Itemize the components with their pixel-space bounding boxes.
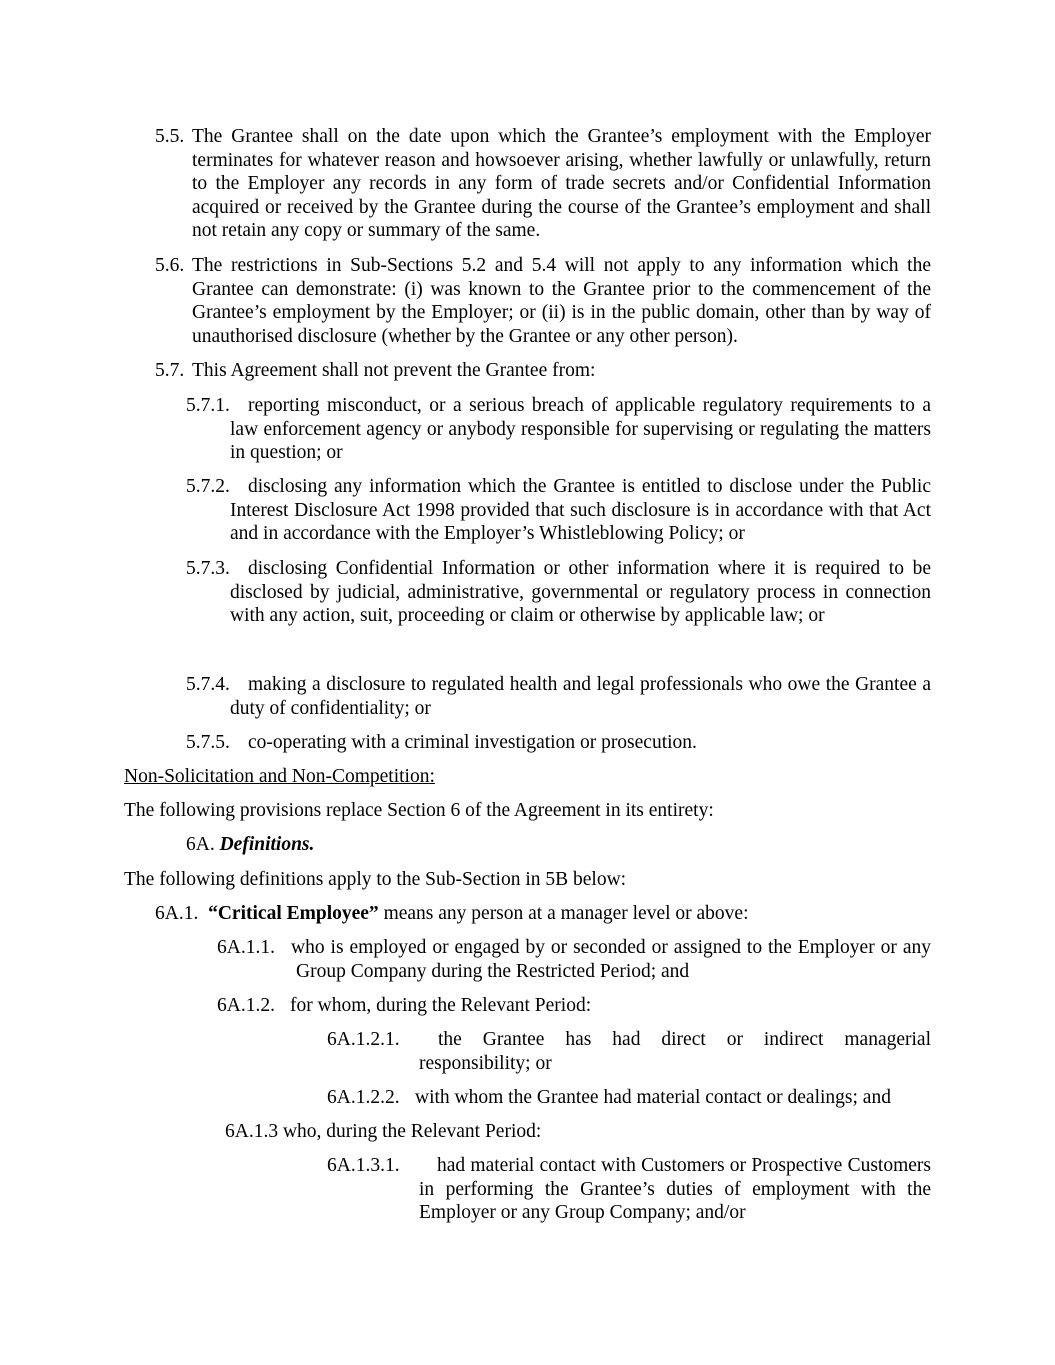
clause-number: 5.7. (155, 360, 185, 381)
clause-number: 6A.1.3.1. (327, 1155, 400, 1176)
clause-text: reporting misconduct, or a serious breach of applicable regulatory requirements to a law enforcement agency or anybody responsible for supervising or regulating the matters in question; or (230, 395, 931, 463)
clause-text: who, during the Relevant Period: (282, 1121, 542, 1142)
clause-5-7-1 (186, 394, 931, 465)
clause-5-5 (155, 125, 931, 243)
clause-text: who is employed or engaged by or seconded or assigned to the Employer or any Group Company during the Restricted Period; and (291, 937, 931, 982)
clause-6A-1-2-1 (327, 1028, 931, 1075)
clause-number: 6A.1.1. (217, 937, 275, 958)
clause-text: making a disclosure to regulated health and legal professionals who owe the Grantee a duty of confidentiality; or (230, 674, 931, 719)
clause-6A-1-3 (225, 1120, 931, 1144)
section-heading (124, 765, 931, 789)
clause-text: had material contact with Customers or Prospective Customers in performing the Grantee’s duties of employment with the Employer or any Group Company; and/or (419, 1155, 931, 1223)
clause-text: for whom, during the Relevant Period: (290, 995, 592, 1016)
clause-number: 6A.1.2.2. (327, 1087, 400, 1108)
clause-6A-1-1 (217, 936, 931, 983)
replace-statement (124, 799, 931, 823)
clause-number: 5.6. (155, 255, 185, 276)
clause-5-7-3 (186, 557, 931, 628)
clause-number: 5.5. (155, 126, 185, 147)
clause-5-7-4 (186, 673, 931, 720)
clause-number: 5.7.3. (186, 558, 230, 579)
clause-text: This Agreement shall not prevent the Grantee from: (192, 360, 596, 381)
clause-text: disclosing Confidential Information or other information where it is required to be disclosed by judicial, administrative, governmental or regulatory process in connection with any action, suit, proceeding or claim or otherwise by applicable law; or (230, 558, 931, 626)
clause-number: 6A.1.3 (225, 1121, 279, 1142)
clause-5-7 (155, 359, 931, 383)
clause-6A-1-2-2 (327, 1086, 931, 1110)
definitions-intro-text: The following definitions apply to the Sub-Section in 5B below: (124, 869, 627, 890)
clause-number: 6A.1. (155, 903, 199, 924)
clause-5-7-2 (186, 475, 931, 546)
replace-text: The following provisions replace Section 6 of the Agreement in its entirety: (124, 800, 714, 821)
clause-number: 5.7.2. (186, 476, 230, 497)
definitions-intro (124, 868, 931, 892)
clause-6A (186, 833, 931, 857)
clause-text: co-operating with a criminal investigation or prosecution. (248, 732, 697, 753)
clause-5-7-5 (186, 731, 931, 755)
clause-text: The Grantee shall on the date upon which the Grantee’s employment with the Employer terminates for whatever reason and howsoever arising, whether lawfully or unlawfully, return to the Employer any records in any form of trade secrets and/or Confidential Information acquired or received by the Grantee during the course of the Grantee’s employment and shall not retain any copy or summary of the same. (192, 126, 931, 241)
heading-text: Non-Solicitation and Non-Competition: (124, 766, 435, 787)
clause-number: 5.7.4. (186, 674, 230, 695)
clause-title: Definitions. (219, 834, 315, 855)
clause-number: 5.7.1. (186, 395, 230, 416)
clause-text: the Grantee has had direct or indirect managerial responsibility; or (419, 1029, 931, 1074)
clause-6A-1 (155, 902, 931, 926)
clause-text: The restrictions in Sub-Sections 5.2 and 5.4 will not apply to any information which the Grantee can demonstrate: (i) was known to the Grantee prior to the commencement of the Grantee’s employment by the Employer; or (ii) is in the public domain, other than by way of unauthorised disclosure (whether by the Grantee or any other person). (192, 255, 931, 347)
clause-text: with whom the Grantee had material contact or dealings; and (415, 1087, 891, 1108)
clause-number: 6A.1.2.1. (327, 1029, 400, 1050)
clause-6A-1-3-1 (327, 1154, 931, 1225)
clause-6A-1-2 (217, 994, 931, 1018)
defined-term: “Critical Employee” (208, 903, 379, 924)
clause-number: 6A.1.2. (217, 995, 275, 1016)
clause-text: means any person at a manager level or above: (383, 903, 749, 924)
clause-number: 5.7.5. (186, 732, 230, 753)
clause-5-6 (155, 254, 931, 348)
clause-text: disclosing any information which the Grantee is entitled to disclose under the Public Interest Disclosure Act 1998 provided that such disclosure is in accordance with that Act and in accordance with the Employer’s Whistleblowing Policy; or (230, 476, 931, 544)
clause-number: 6A. (186, 834, 215, 855)
